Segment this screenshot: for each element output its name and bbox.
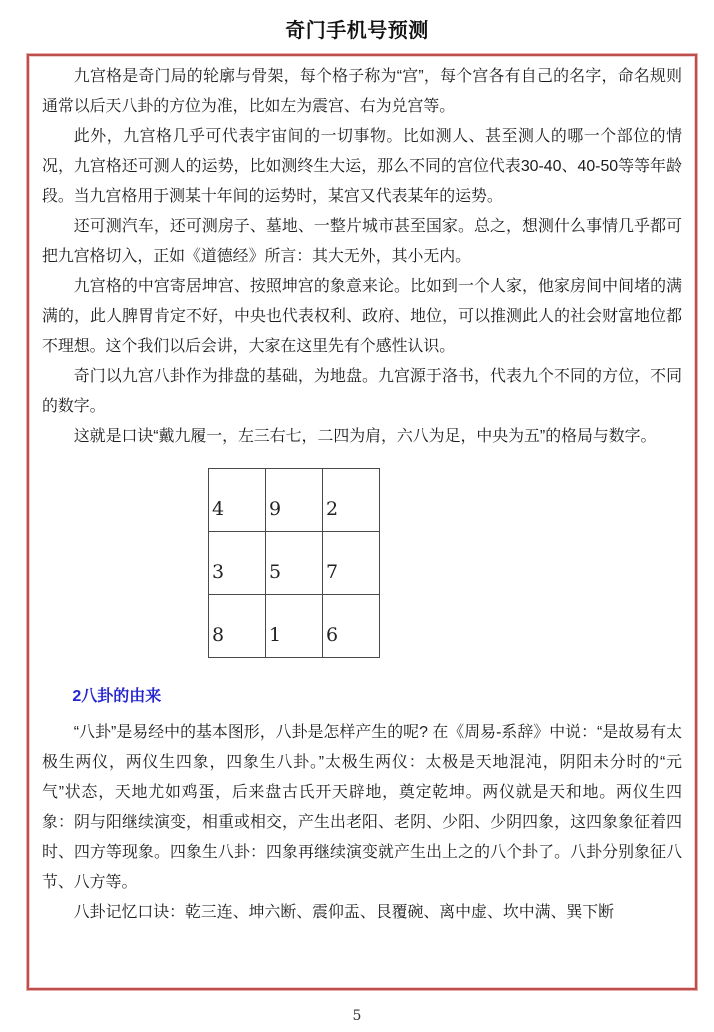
grid-cell: 1 xyxy=(266,595,323,658)
grid-row xyxy=(209,595,380,658)
paragraph-cars-houses: 还可测汽车，还可测房子、墓地、一整片城市甚至国家。总之，想测什么事情几乎都可把九宫格切入，正如《道德经》所言：其大无外，其小无内。 xyxy=(42,218,682,265)
paragraph-center-palace: 九宫格的中宫寄居坤宫、按照坤宫的象意来论。比如到一个人家，他家房间中间堵的满满的，此人脾胃肯定不好，中央也代表权利、政府、地位，可以推测此人的社会财富地位都不理想。这个我们以后会讲，大家在这里先有个感性认识。 xyxy=(42,278,682,355)
grid-cell: 8 xyxy=(209,595,266,658)
paragraph-dipan-luoshu: 奇门以九宫八卦作为排盘的基础，为地盘。九宫源于洛书，代表九个不同的方位，不同的数字。 xyxy=(42,368,682,415)
paragraph-jiugong-intro: 九宫格是奇门局的轮廓与骨架，每个格子称为“宫”，每个宫各有自己的名字，命名规则通常以后天八卦的方位为准，比如左为震宫、右为兑宫等。 xyxy=(42,68,682,115)
grid-cell: 7 xyxy=(323,532,380,595)
grid-row xyxy=(209,469,380,532)
paragraph-universe-things: 此外，九宫格几乎可代表宇宙间的一切事物。比如测人、甚至测人的哪一个部位的情况，九宫格还可测人的运势，比如测终生大运，那么不同的宫位代表30-40、40-50等等年龄段。当九宫格用于测某十年间的运势时，某宫又代表某年的运势。 xyxy=(42,128,682,205)
section-heading-bagua-origin: 2八卦的由来 xyxy=(72,688,162,705)
grid-cell: 9 xyxy=(266,469,323,532)
grid-row xyxy=(209,532,380,595)
page-title: 奇门手机号预测 xyxy=(285,20,429,42)
content-box xyxy=(27,54,697,990)
paragraph-bagua-mnemonic: 八卦记忆口诀：乾三连、坤六断、震仰盂、艮覆碗、离中虚、坎中满、巽下断 xyxy=(73,904,615,921)
paragraph-bagua-origin: “八卦”是易经中的基本图形，八卦是怎样产生的呢? 在《周易-系辞》中说：“是故易有太极生两仪，两仪生四象，四象生八卦。”太极生两仪：太极是天地混沌，阴阳未分时的“元气”状态，天地尤如鸡蛋，后来盘古氏开天辟地，奠定乾坤。两仪就是天和地。两仪生四象：阴与阳继续演变，相重或相交，产生出老阳、老阴、少阳、少阴四象，这四象象征着四时、四方等现象。四象生八卦：四象再继续演变就产生出上之的八个卦了。八卦分别象征八节、八方等。 xyxy=(42,724,682,891)
page-number: 5 xyxy=(352,1008,362,1024)
paragraph-koujue: 这就是口诀“戴九履一，左三右七，二四为肩，六八为足，中央为五”的格局与数字。 xyxy=(73,428,657,445)
grid-cell: 4 xyxy=(209,469,266,532)
grid-cell: 3 xyxy=(209,532,266,595)
grid-cell: 2 xyxy=(323,469,380,532)
luoshu-grid xyxy=(208,468,380,658)
grid-cell: 6 xyxy=(323,595,380,658)
grid-cell: 5 xyxy=(266,532,323,595)
